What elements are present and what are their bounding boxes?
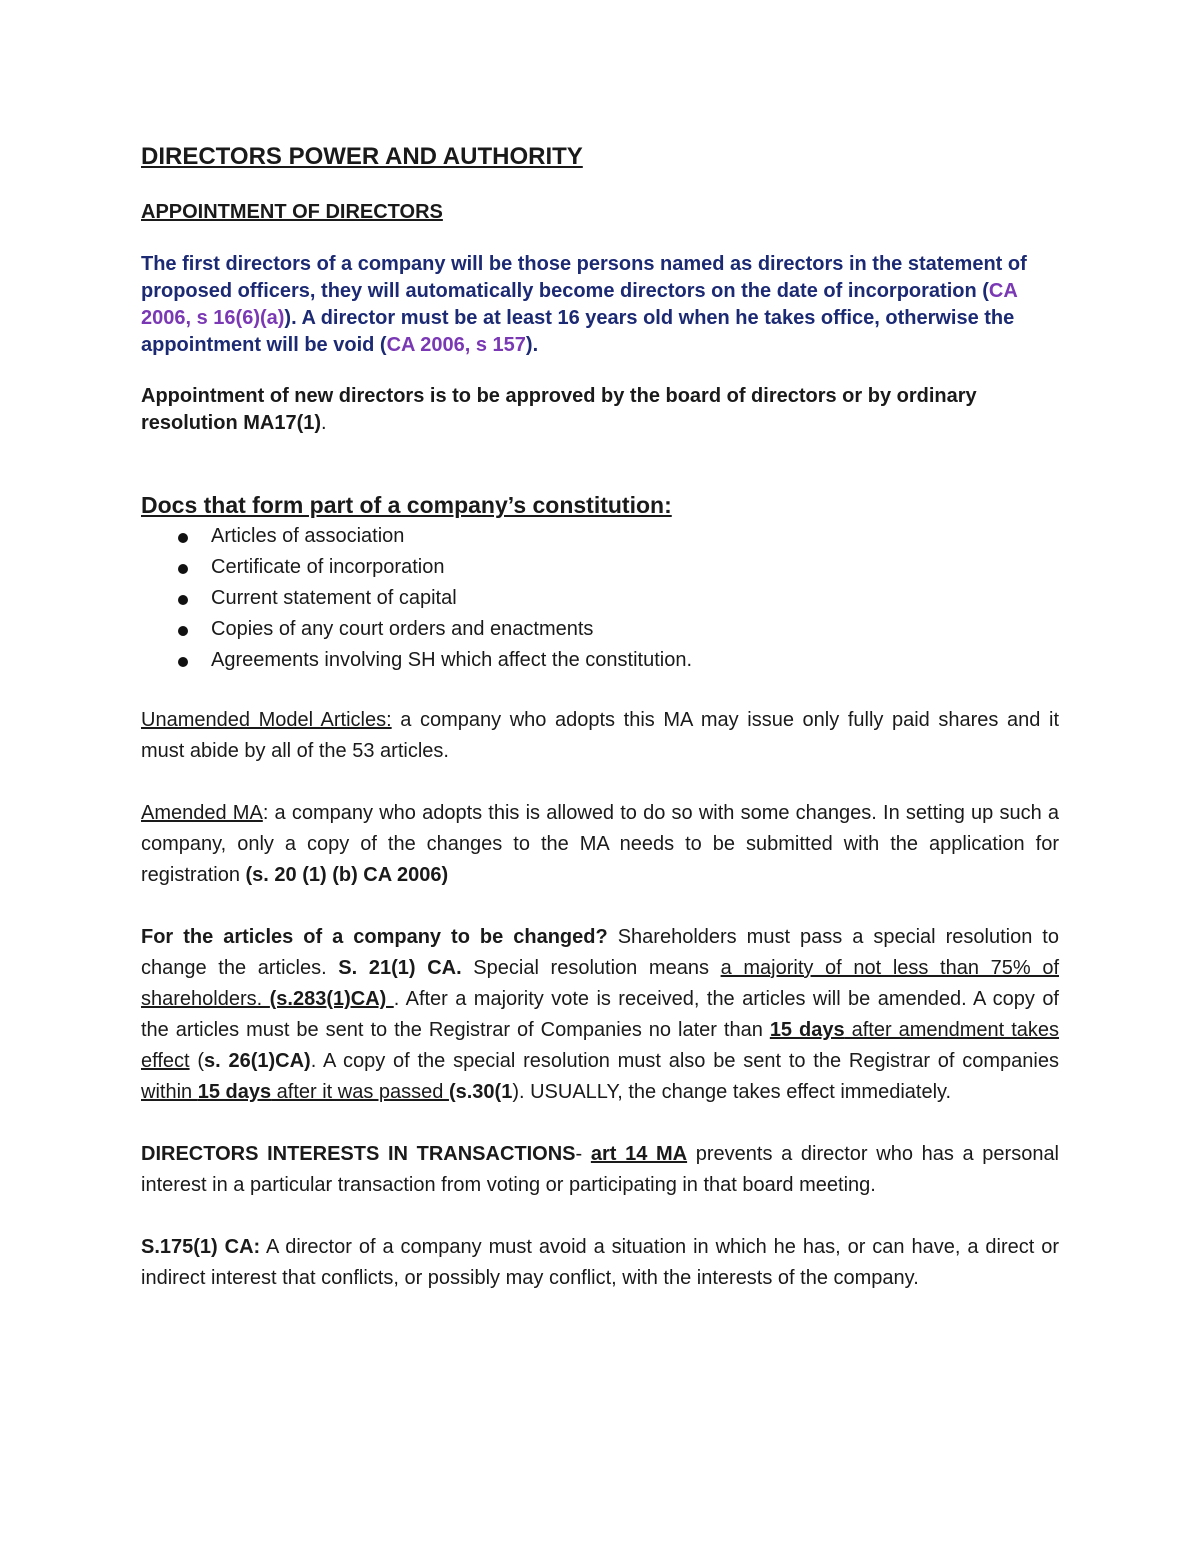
unamended-text: a company who adopts this MA may issue only fully paid shares and it must abide by all of the 53 articles. <box>141 709 1059 762</box>
change-text: . A copy of the special resolution must also be sent to the Registrar of companies <box>310 1050 1059 1072</box>
change-underline: after amendment takes effect <box>141 1019 1060 1072</box>
s175-text: A director of a company must avoid a situation in which he has, or can have, a direct or indirect interest that conflicts, or possibly may conflict, with the interests of the company. <box>141 1236 1060 1289</box>
bullet-icon <box>178 626 188 636</box>
bullet-icon <box>178 657 188 667</box>
new-directors-text: Appointment of new directors is to be approved by the board of directors or by ordinary resolution MA17(1) <box>141 385 977 434</box>
constitution-list <box>141 521 1059 676</box>
list-item <box>141 521 1059 552</box>
unamended-label: Unamended Model Articles: <box>141 709 392 731</box>
interests-dash: - <box>575 1143 591 1165</box>
appointment-ref: CA 2006, s 16(6)(a) <box>141 280 1018 329</box>
new-directors-end: . <box>321 412 327 434</box>
change-ref: 15 days <box>197 1081 272 1103</box>
interests-heading: DIRECTORS INTERESTS IN TRANSACTIONS <box>141 1143 576 1165</box>
constitution-heading: Docs that form part of a company’s constitution: <box>141 492 672 518</box>
change-text: ). USUALLY, the change takes effect immediately. <box>512 1081 952 1103</box>
new-directors-paragraph <box>141 383 1059 437</box>
list-item-label: Current statement of capital <box>211 587 457 609</box>
appointment-text: The first directors of a company will be those persons named as directors in the statement of proposed officers, they will automatically become directors on the date of incorporation ( <box>141 253 1027 302</box>
change-text: Special resolution means <box>461 957 721 979</box>
list-item <box>141 583 1059 614</box>
change-paragraph <box>141 922 1059 1108</box>
unamended-paragraph <box>141 705 1059 767</box>
amended-ref: (s. 20 (1) (b) CA 2006) <box>245 864 449 886</box>
list-item <box>141 614 1059 645</box>
list-item-label: Copies of any court orders and enactments <box>211 618 594 640</box>
list-item-label: Articles of association <box>211 525 405 547</box>
document-body <box>141 139 1059 1294</box>
bullet-icon <box>178 595 188 605</box>
s175-ref: S.175(1) CA: <box>141 1236 261 1258</box>
change-question: For the articles of a company to be changed? <box>141 926 608 948</box>
interests-ref: art 14 MA <box>590 1143 688 1165</box>
change-ref: (s.30(1 <box>448 1081 513 1103</box>
change-ref: 15 days <box>769 1019 845 1041</box>
change-underline: within <box>141 1081 198 1103</box>
change-text: Shareholders must pass a special resolution to change the articles. <box>141 926 1059 979</box>
interests-paragraph <box>141 1139 1059 1201</box>
appointment-text: ). <box>525 334 539 356</box>
appointment-paragraph <box>141 251 1059 359</box>
amended-paragraph <box>141 798 1059 891</box>
list-item-label: Agreements involving SH which affect the constitution. <box>211 649 692 671</box>
bullet-icon <box>178 533 188 543</box>
appointment-text: ). A director must be at least 16 years old when he takes office, otherwise the appointment will be void ( <box>141 307 1015 356</box>
change-ref: S. 21(1) CA. <box>338 957 462 979</box>
list-item <box>141 552 1059 583</box>
amended-label: Amended MA <box>141 802 263 824</box>
amended-text: : a company who adopts this is allowed to do so with some changes. In setting up such a company, only a copy of the changes to the MA needs to be submitted with the application for registration <box>141 802 1059 886</box>
appointment-ref: CA 2006, s 157 <box>386 334 526 356</box>
change-underline: after it was passed <box>271 1081 449 1103</box>
list-item <box>141 645 1059 676</box>
appointment-heading: APPOINTMENT OF DIRECTORS <box>141 201 443 223</box>
bullet-icon <box>178 564 188 574</box>
change-ref: s. 26(1)CA) <box>204 1050 311 1072</box>
change-text: ( <box>189 1050 205 1072</box>
document-title: DIRECTORS POWER AND AUTHORITY <box>141 143 583 170</box>
list-item-label: Certificate of incorporation <box>211 556 445 578</box>
interests-text: prevents a director who has a personal interest in a particular transaction from voting or participating in that board meeting. <box>141 1143 1060 1196</box>
change-text: . After a majority vote is received, the articles will be amended. A copy of the articles must be sent to the Registrar of Companies no later than <box>141 988 1059 1041</box>
s175-paragraph <box>141 1232 1059 1294</box>
change-ref: (s.283(1)CA) <box>269 988 394 1010</box>
change-underline: a majority of not less than 75% of shareholders. <box>141 957 1059 1010</box>
